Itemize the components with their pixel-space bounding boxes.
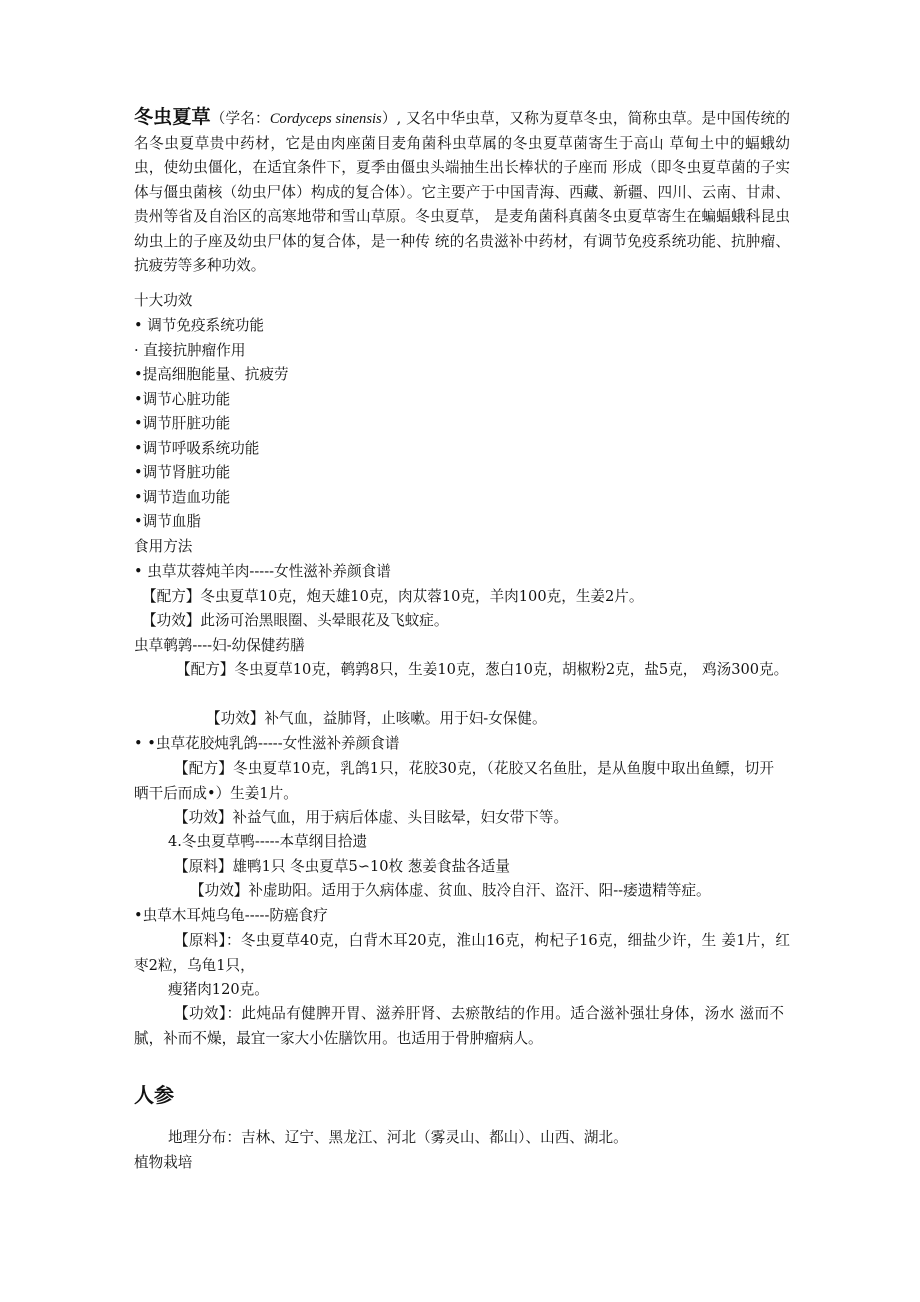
- recipe-ingredients: 【原料】雄鸭1只 冬虫夏草5∽10枚 葱姜食盐各适量: [174, 858, 510, 875]
- recipe-title: 虫草鹌鹑----妇-幼保健药膳: [134, 637, 305, 654]
- effect-item: •调节造血功能: [134, 489, 231, 506]
- methods-heading: 食用方法: [134, 538, 193, 555]
- cordyceps-intro: [134, 105, 790, 279]
- recipe-title: 4.冬虫夏草鸭-----本草纲目拾遗: [168, 833, 368, 850]
- recipe-title: • •虫草花胶炖乳鸽-----女性滋补养颜食谱: [134, 735, 400, 752]
- effect-item: •提高细胞能量、抗疲劳: [134, 366, 289, 383]
- intro-text: ）, 又名中华虫草，又称为夏草冬虫，简称虫草。是中国传统的名冬虫夏草贵中药材，它是由肉座菌目麦角菌科虫草属的冬虫夏草菌寄生于高山 草甸土中的蝠蛾幼虫，使幼虫僵化，在适宜条件下，夏季由僵虫头端抽生出长棒状的子座而 形成（即冬虫夏草菌的子实体与僵虫菌核（幼虫尸体）构成的复合体）。它主要产于中国青海、西藏、新疆、四川、云南、甘肃、贵州等省及自治区的高寒地带和雪山草原。冬虫夏草， 是麦角菌科真菌冬虫夏草寄生在蝙蝠蛾科昆虫幼虫上的子座及幼虫尸体的复合体，是一种传 统的名贵滋补中药材，有调节免疫系统功能、抗肿瘤、抗疲劳等多种功效。: [134, 110, 790, 274]
- effect-item: • 调节免疫系统功能: [134, 317, 264, 334]
- recipe-ingredients: 【原料】：冬虫夏草40克，白背木耳20克，淮山16克，枸杞子16克，细盐少许，生 姜1片，红枣2粒，乌龟1只，: [134, 932, 790, 974]
- recipe-formula: 【配方】冬虫夏草10克，炮天雄10克，肉苁蓉10克，羊肉100克，生姜2片。: [142, 588, 644, 605]
- ginseng-cultivation-heading: 植物栽培: [134, 1154, 193, 1171]
- recipe-effect: 【功效】补益气血，用于病后体虚、头目眩晕，妇女带下等。: [174, 809, 569, 826]
- recipe-formula: 【配方】冬虫夏草10克，鹌鹑8只，生姜10克，葱白10克，胡椒粉2克，盐5克， 鸡汤300克。: [176, 661, 789, 678]
- recipe-effect: 【功效】此汤可治黑眼圈、头晕眼花及飞蚊症。: [142, 612, 449, 629]
- recipe-title: • 虫草苁蓉炖羊肉-----女性滋补养颜食谱: [134, 563, 391, 580]
- effects-heading: 十大功效: [134, 292, 193, 309]
- ginseng-distribution: 地理分布：吉林、辽宁、黑龙江、河北（雾灵山、都山）、山西、湖北。: [168, 1129, 628, 1146]
- recipe-title: •虫草木耳炖乌龟-----防癌食疗: [134, 907, 328, 924]
- recipe-effect: 【功效】补虚助阳。适用于久病体虚、贫血、肢冷自汗、盗汗、阳--痿遗精等症。: [190, 882, 711, 899]
- cordyceps-title: 冬虫夏草: [134, 106, 211, 128]
- effect-item: · 直接抗肿瘤作用: [134, 342, 246, 359]
- recipe-formula: 【配方】冬虫夏草10克，乳鸽1只，花胶30克，（花胶又名鱼肚，是从鱼腹中取出鱼鳔，切开晒干后而成•）生姜1片。: [134, 760, 774, 802]
- scientific-prefix: （学名：: [210, 110, 270, 127]
- effect-item: •调节血脂: [134, 513, 201, 530]
- recipe-effect: 【功效】补气血，益肺肾，止咳嗽。用于妇-女保健。: [206, 710, 547, 727]
- effect-item: •调节肾脏功能: [134, 464, 231, 481]
- effect-item: •调节肝脏功能: [134, 415, 231, 432]
- recipe-ingredients-cont: 瘦猪肉120克。: [168, 981, 269, 998]
- ginseng-title: 人参: [134, 1083, 174, 1107]
- recipe-effect: 【功效】：此炖品有健脾开胃、滋养肝肾、去瘀散结的作用。适合滋补强壮身体，汤水 滋而不腻，补而不燥，最宜一家大小佐膳饮用。也适用于骨肿瘤病人。: [134, 1005, 784, 1047]
- effect-item: •调节呼吸系统功能: [134, 440, 260, 457]
- scientific-name: Cordyceps sinensis: [269, 111, 382, 127]
- effect-item: •调节心脏功能: [134, 391, 231, 408]
